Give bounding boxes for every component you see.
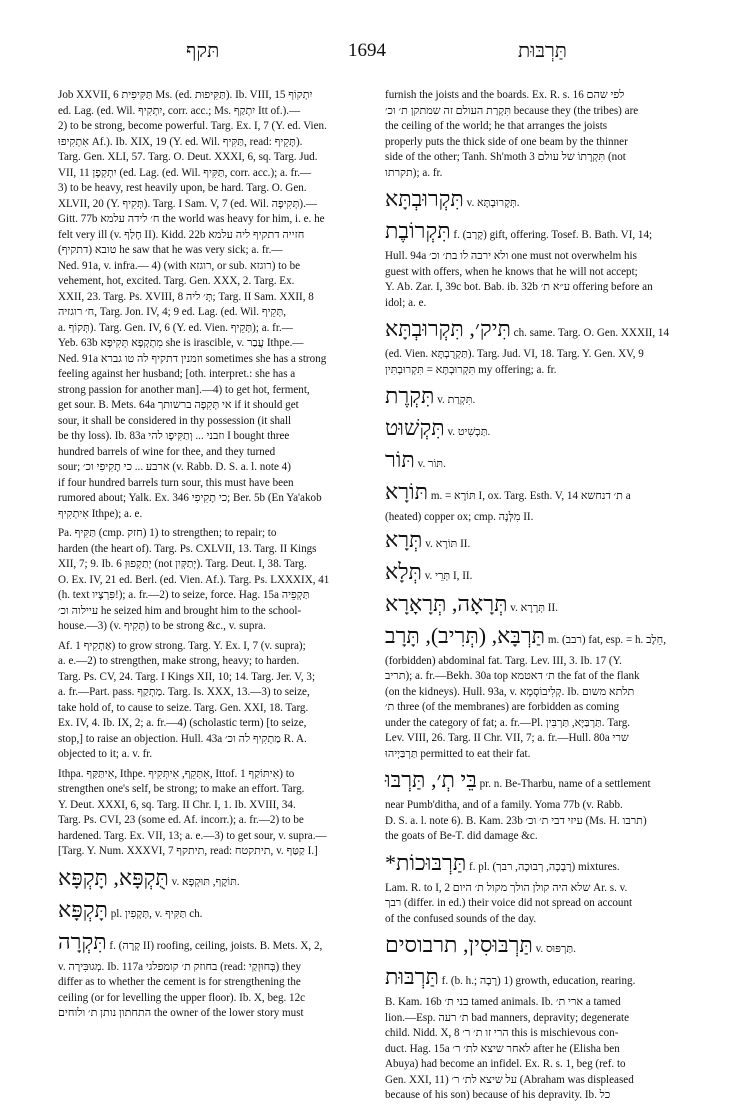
text-line: because of his son) because of his depravity. Ib. כל [385, 1089, 611, 1101]
text-line: (forbidden) abdominal fat. Targ. Lev. III, 3. Ib. 17 (Y. [385, 654, 622, 667]
text-line: a. fr.—Part. pass. מַתְקַף. Targ. Is. XXX, 13.—3) to seize, [58, 686, 310, 698]
headword: תֻּקְפָּא, תָּקְפָּא [58, 864, 169, 890]
text-line: v. מְגוּבִּירָה. Ib. 117a בחוזק ת׳ קומפלגי (read: בְּחוּזְקַי) they [58, 960, 302, 973]
dictionary-entry-head [385, 590, 703, 622]
text-line: אִיתְקִיף Ithpe); a. e. [58, 507, 143, 520]
text-line: XII, 7; 9. Ib. 6 יְתַקְפוּן (not יְתַקְּיִן). Targ. Deut. I, 38. Targ. [58, 558, 307, 570]
text-line: house.—3) (v. תְּקִיף) to be strong &c., v. supra. [58, 620, 266, 632]
text-line: 3) to be heavy, rest heavily upon, be hard. Targ. O. Gen. [58, 182, 307, 194]
text-line: sour, it shall be considered in thy possession (it shall [58, 414, 292, 427]
running-head-left: תּקף [186, 40, 220, 62]
text-line: XXII, 23. Targ. Ps. XVIII, 8 תְּ׳ ליה; Targ. II Sam. XXII, 8 [58, 290, 314, 303]
text-line: (h. text פִּרְצָיו!); a. fr.—2) to seize, force. Hag. 15a תַּקְפֵיה [58, 589, 310, 601]
dictionary-entry-head [58, 864, 376, 896]
headword: תִּקְרוּבְתָּא [385, 186, 464, 211]
text-line: strong passion for another man].—4) to get hot, ferment, [58, 383, 310, 396]
text-line: child. Nidd. X, 8 הרי זו ת׳ ר׳ this is mischievous con- [385, 1027, 619, 1039]
text-line: O. Ex. IV, 21 ed. Berl. (ed. Vien. Af.). Targ. Ps. LXXXIX, 41 [58, 573, 330, 586]
headword: תְּלָא [385, 558, 422, 584]
entry-definition-start: v. תְּרָרָא II. [507, 601, 558, 614]
dictionary-entry-head [385, 849, 703, 881]
entry-definition-start: v. תִּקְרַת. [434, 394, 476, 406]
text-line: Ithpa. אִיתַּקַּף, Ithpe. אִתְּקֵף, אִיתְּקִיף, Ittof. אִיתּוֹקַף 1) to [58, 767, 295, 780]
text-line: התחתון נותן ת׳ ולוחים the owner of the lower story must [58, 1007, 304, 1019]
entry-definition-start: ch. same. Targ. O. Gen. XXXII, 14 [510, 327, 669, 339]
dictionary-entry-head [385, 414, 703, 446]
text-line: objected to it; a. v. fr. [58, 748, 153, 760]
text-line: Hull. 94a ולא ירבה לו בת׳ וכ׳ one must not overwhelm his [385, 250, 637, 262]
headword: תַּרְבּוּת [385, 964, 439, 989]
entry-definition-start: m. = תּוֹרָא I, ox. Targ. Esth. V, 14 ת׳ דנחשא a [428, 490, 631, 502]
headword: בֵּי תְ׳, תַּרְבּוּ [385, 767, 477, 792]
dictionary-entry-head [385, 478, 703, 510]
text-line: idol; a. e. [385, 296, 427, 309]
entry-definition-start: v. תּוֹרָא II. [422, 537, 471, 550]
text-line: ed. Lag. (ed. Wil. יִתְקִיף, corr. acc.; Ms. יִתְקַף Itt of.).— [58, 104, 301, 117]
text-line: (heated) copper ox; cmp. מִלְּנָה II. [385, 511, 534, 523]
text-line: [Targ. Y. Num. XXXVI, 7 תיתקף, read: תיתקטח, v. קַטַּף I.] [58, 845, 318, 857]
headword: תִּקְשׁוּט [385, 415, 445, 440]
text-line: furnish the joists and the boards. Ex. R. s. 16 לפי שהם [385, 89, 625, 101]
text-line: Lam. R. to I, 2 שלא היה קולן הולך מקול ת׳ היום Ar. s. v. [385, 881, 628, 894]
page-header [0, 40, 750, 74]
dictionary-entry-head [385, 558, 703, 590]
text-line: the goats of Be-T. did damage &c. [385, 830, 538, 842]
entry-definition-start: v. תּוֹר. [414, 458, 446, 470]
text-line: stop,] to raise an objection. Hull. 43a מַתְקִיף לה וכ׳ R. A. [58, 732, 307, 745]
dictionary-entry-head [385, 185, 703, 217]
text-line: Ex. IV, 4. Ib. IX, 2; a. fr.—4) (scholastic term) [to seize, [58, 717, 307, 729]
dictionary-entry-head [58, 896, 376, 928]
text-line: B. Kam. 16b בני ת׳ tamed animals. Ib. ארי ת׳ a tamed [385, 996, 621, 1008]
headword: תִּקְרֶת [385, 383, 435, 408]
headword: *תַּרְבּוּכוֹת [385, 849, 467, 875]
dictionary-entry-head [385, 963, 703, 995]
text-line: ת׳ three (of the membranes) are forbidden as coming [385, 701, 620, 713]
text-line: עיילוה וכ׳ he seized him and brought him to the school- [58, 604, 302, 617]
text-line: תריב); a. fr.—Bekh. 30a top ת׳ דאטמא the fat of the flank [385, 670, 640, 682]
text-line: D. S. a. l. note 6). B. Kam. 23b עיזי דבי ת׳ וכ׳ (Ms. H. תרבו) [385, 814, 647, 827]
text-line: feeling against her husband; [oth. interpret.: she has a [58, 368, 296, 380]
dictionary-entry-head [385, 622, 703, 654]
text-line: Y. Deut. XXXI, 6, sq. Targ. II Chr. I, 1. Ib. XVIII, 34. [58, 798, 296, 811]
headword: תּוֹר [385, 447, 415, 472]
text-line: under the category of fat; a. fr.—Pl. תַּרְבַּיָּא, תַּרְבִּין. Targ. [385, 716, 631, 729]
dictionary-entry-head [385, 766, 703, 798]
dictionary-entry-head [385, 931, 703, 963]
text-line: rumored about; Yalk. Ex. 346 כי תָקִיפִי; Ber. 5b (En Ya'akob [58, 492, 322, 504]
text-line: hardened. Targ. Ex. VII, 13; a. e.—3) to get sour, v. supra.— [58, 829, 327, 842]
dictionary-entry-head [58, 928, 376, 960]
entry-definition-start: v. תּוֹקֶף, תּוּקְפָא. [168, 875, 240, 888]
text-line: Targ. Ps. CV, 24. Targ. I Kings XII, 10; 14. Targ. Jer. V, 3; [58, 670, 316, 683]
headword: תִּקְרוֹבֶת [385, 218, 451, 243]
text-line: רבך (differ. in ed.) their voice did not spread on account [385, 897, 633, 909]
page-number: 1694 [348, 40, 386, 61]
text-line: a. e.—2) to strengthen, make strong, heavy; to harden. [58, 655, 300, 667]
text-line: take hold of, to cause to seize. Targ. Gen. XXI, 18. Targ. [58, 701, 309, 714]
text-line: Job XXVII, 6 תַּקִּיפִית Ms. (ed. תַּקִּיפוּת). Ib. VIII, 15 יִתְקוֹף [58, 89, 313, 101]
text-line: strengthen one's self, be strong; to make an effort. Targ. [58, 783, 305, 795]
text-line: תקרתו); a. fr. [385, 166, 443, 179]
text-line: Targ. Ps. CVI, 23 (some ed. Af. incorr.); a. fr.—2) to be [58, 814, 304, 826]
entry-definition-start: f. (קָרַב) gift, offering. Tosef. B. Bath. VI, 14; [450, 229, 653, 241]
text-line: Gitt. 77b ח׳ לידה עלמא the world was heavy for him, i. e. he [58, 213, 325, 225]
text-line: VII, 11 יִתְקְפָן (ed. Lag. (ed. Wil. תַּקִּיף, corr. acc.); a. fr.— [58, 166, 312, 179]
text-line: ceiling (or for levelling the upper floor). Ib. X, beg. 12c [58, 991, 306, 1004]
entry-definition-start: f. (b. h.; רָבָה) 1) growth, education, rearing. [438, 975, 636, 987]
dictionary-entry-head [385, 217, 703, 249]
text-line: near Pumb'ditha, and of a family. Yoma 77b (v. Rabb. [385, 799, 623, 811]
text-line: harden (the heart of). Targ. Ps. CXLVII, 13. Targ. II Kings [58, 542, 317, 555]
text-line: XLVII, 20 (Y. תְּקִיף). Targ. I Sam. V, 7 (ed. Wil. תְּקִיפָה).— [58, 197, 317, 210]
text-line: side of the other; Tanh. Sh'moth 3 תִּקְרָתוֹ של עולם (not [385, 151, 626, 163]
entry-definition-start: m. (רבב) fat, esp. = h. חֵלֶב, [545, 633, 666, 646]
dictionary-entry-head [385, 382, 703, 414]
text-line: get sour. B. Mets. 64a אי תְּקִפָה ברשותך if it should get [58, 399, 299, 411]
text-line: vehement, hot, excited. Targ. Gen. XXX, 2. Targ. Ex. [58, 275, 295, 287]
text-line: תַּרְבַּיְיהוּ permitted to eat their fat. [385, 747, 531, 760]
entry-definition-start: f. (קָרָה II) roofing, ceiling, joists. B. Mets. X, 2, [106, 939, 323, 952]
text-line: Y. Ab. Zar. I, 39c bot. Bab. ib. 32b ע״א ת׳ offering before an [385, 281, 653, 293]
text-line: אִתְקִיפוּ Af.). Ib. XIX, 19 (Y. ed. Wil. תַּקִּיף, read: תָּקֵיף). [58, 135, 303, 148]
entry-definition-start: pl. תְּקָפִין, v. תַּקִּיף ch. [107, 907, 203, 920]
text-line: be thy loss). Ib. 83a וזבני ... וְתַקִּיפָו להי I bought three [58, 430, 290, 442]
text-line: ח׳ רוגזיה, Targ. Jon. IV, 4; 9 ed. Lag. (ed. Wil. תְּקֵיף, [58, 306, 286, 318]
text-line: Abuya) had become an infidel. Ex. R. s. 1, beg (ref. to [385, 1058, 626, 1070]
entry-definition-start: f. pl. (רָבְכָה, רְבוּכָה, רבך) mixtures. [466, 860, 620, 873]
text-line: differ as to whether the cement is for strengthening the [58, 976, 301, 988]
right-column [385, 88, 703, 1101]
dictionary-entry-head [385, 446, 703, 478]
headword: תָּקְפָּא [58, 896, 108, 922]
entry-definition-start: pr. n. Be-Tharbu, name of a settlement [476, 778, 651, 790]
text-line: duct. Hag. 15a לאחר שיצא לת׳ ר׳ after he (Elisha ben [385, 1042, 620, 1055]
entry-definition-start: v. תַּכְשִׁיט. [444, 426, 491, 438]
text-line: the ceiling of the world; he that arranges the joists [385, 120, 608, 132]
dictionary-entry-head [385, 526, 703, 558]
headword: תִּיק׳, תִּקְרוּבְתָּא [385, 316, 511, 341]
text-line: properly puts the thick side of one beam by the thinner [385, 135, 628, 148]
headword: תְּרָאָה, תְּרָאָרָא [385, 590, 508, 616]
text-line: Yeb. 63b מִתְקְפָא תְּקִיפָא she is irascible, v. עֲבַר Ithpe.— [58, 337, 304, 349]
entry-definition-start: v. תַּרְפּוּס. [532, 943, 576, 955]
text-line: a. תְּקוֹף). Targ. Gen. IV, 6 (Y. ed. Vien. תְּקֵיף); a. fr.— [58, 321, 293, 334]
text-line: hundred barrels of wine for thee, and they turned [58, 445, 276, 458]
headword: תַּרְבּוּסִין, תרבוסים [385, 932, 533, 957]
text-line: (ed. Vien. תַּקְרֻבְתָּא). Targ. Jud. VI, 18. Targ. Y. Gen. XV, 9 [385, 348, 644, 360]
text-line: תִּקְרַת העולם זה שמתקן ת׳ וכ׳ because they (the tribes) are [385, 104, 639, 117]
text-line: felt very ill (v. חָלַף II). Kidd. 22b חזייה דתקיף ליה עלמא [58, 228, 305, 241]
text-line: Pa. תַּקִּיף (cmp. חזק) 1) to strengthen; to repair; to [58, 527, 277, 539]
text-line: תִּקְרוּבְתָּא = תִּקְרוּבְתִּין my offering; a. fr. [385, 363, 557, 376]
dictionary-entry-head [385, 315, 703, 347]
entry-definition-start: v. תְּקָרוּבְתָּא. [463, 197, 520, 209]
headword: תַּרְבָּא, (תְּרִיב), תָּרָב [385, 622, 546, 648]
text-line: (on the kidneys). Hull. 93a, v. קְלִיבוֹסְמָא. Ib. תלתא משום [385, 685, 635, 698]
text-line: of the confused sounds of the day. [385, 912, 537, 925]
headword: תּוֹרָא [385, 479, 429, 504]
headword: תְּרָא [385, 526, 423, 552]
running-head-right: תַּרְבּוּת [518, 40, 567, 62]
left-column [58, 88, 376, 1019]
headword: תִּקְרָה [58, 928, 107, 954]
text-line: Lev. VIII, 26. Targ. II Chr. VII, 7; a. fr.—Hull. 80a שרי [385, 732, 629, 744]
text-line: lion.—Esp. ת׳ רעה bad manners, depravity; degenerate [385, 1011, 630, 1024]
text-line: Ned. 91a וזמנין דתקיף לה טו גברא sometimes she has a strong [58, 352, 327, 365]
text-line: Targ. Gen. XLI, 57. Targ. O. Deut. XXXI, 6, sq. Targ. Jud. [58, 151, 318, 163]
entry-definition-start: v. תְּרֵי I, II. [421, 569, 473, 582]
text-line: (דתקיף) טובא he saw that he was very sick; a. fr.— [58, 244, 283, 256]
text-line: Af. אַתְקִיף 1) to grow strong. Targ. Y. Ex. I, 7 (v. supra); [58, 639, 306, 652]
text-line: sour; ארבע ... כי תָקִיפִי וכ׳ (v. Rabb. D. S. a. l. note 4) [58, 461, 291, 473]
text-line: Gen. XXI, 11) על שיצא לת׳ ר׳ (Abraham was displeased [385, 1073, 634, 1086]
text-line: guest with offers, when he knows that he will not accept; [385, 265, 638, 278]
text-line: 2) to be strong, become powerful. Targ. Ex. I, 7 (Y. ed. Vien. [58, 120, 327, 132]
text-line: Ned. 91a, v. infra.— 4) (with רוגזא, or sub. רוגזא) to be [58, 259, 301, 272]
text-line: if four hundred barrels turn sour, this must have been [58, 476, 294, 489]
